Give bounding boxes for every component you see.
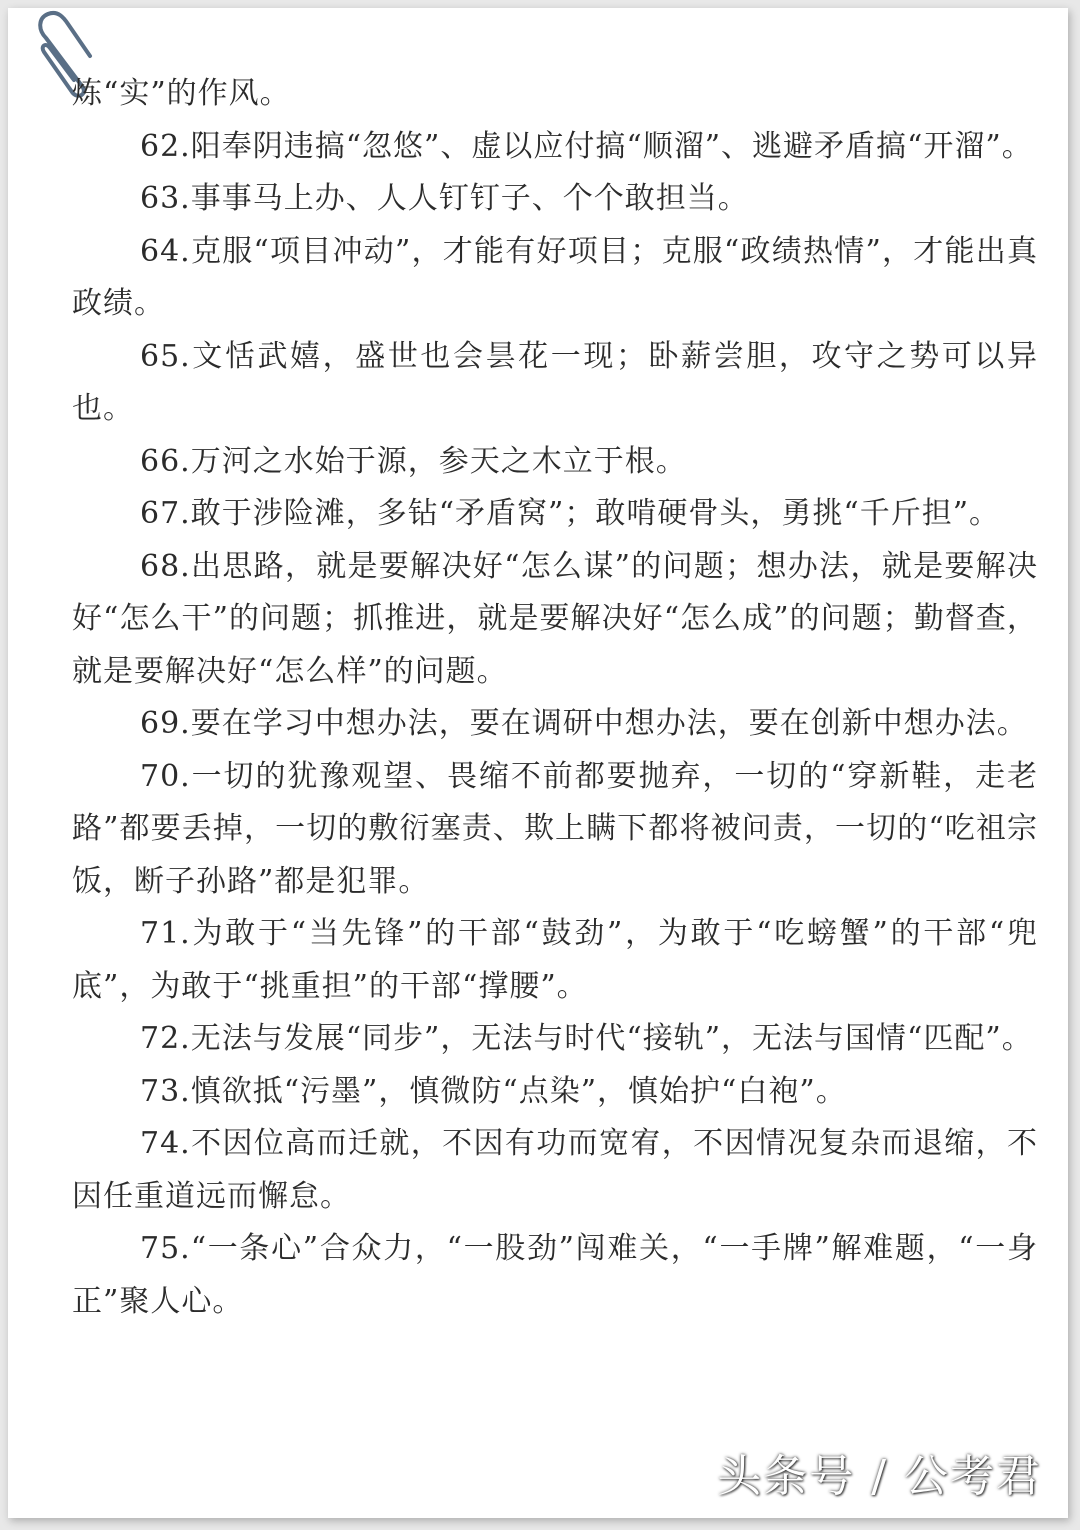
document-body <box>72 68 1038 1328</box>
paragraph-65: 65.文恬武嬉，盛世也会昙花一现；卧薪尝胆，攻守之势可以异也。 <box>72 338 1038 426</box>
paragraph-71: 71.为敢于“当先锋”的干部“鼓劲”，为敢于“吃螃蟹”的干部“兜底”，为敢于“挑重担”的干部“撑腰”。 <box>72 916 1038 1004</box>
paragraph-68: 68.出思路，就是要解决好“怎么谋”的问题；想办法，就是要解决好“怎么干”的问题；抓推进，就是要解决好“怎么成”的问题；勤督查，就是要解决好“怎么样”的问题。 <box>72 548 1038 689</box>
paragraph-64: 64.克服“项目冲动”，才能有好项目；克服“政绩热情”，才能出真政绩。 <box>72 233 1038 321</box>
paragraph-continuation: 炼“实”的作风。 <box>72 76 291 111</box>
paragraph-69: 69.要在学习中想办法，要在调研中想办法，要在创新中想办法。 <box>140 706 1028 741</box>
paragraph-67: 67.敢于涉险滩，多钻“矛盾窝”；敢啃硬骨头，勇挑“千斤担”。 <box>140 496 1001 531</box>
paragraph-74: 74.不因位高而迁就，不因有功而宽宥，不因情况复杂而退缩，不因任重道远而懈怠。 <box>72 1126 1038 1214</box>
paragraph-62: 62.阳奉阴违搞“忽悠”、虚以应付搞“顺溜”、逃避矛盾搞“开溜”。 <box>140 128 1033 164</box>
paragraph-70: 70.一切的犹豫观望、畏缩不前都要抛弃，一切的“穿新鞋，走老路”都要丢掉，一切的敷衍塞责、欺上瞒下都将被问责，一切的“吃祖宗饭，断子孙路”都是犯罪。 <box>72 758 1038 899</box>
paragraph-63: 63.事事马上办、人人钉钉子、个个敢担当。 <box>140 181 749 216</box>
paragraph-75: 75.“一条心”合众力，“一股劲”闯难关，“一手牌”解难题，“一身正”聚人心。 <box>72 1231 1038 1319</box>
paragraph-66: 66.万河之水始于源，参天之木立于根。 <box>140 443 687 479</box>
paragraph-73: 73.慎欲抵“污墨”，慎微防“点染”，慎始护“白袍”。 <box>140 1073 847 1109</box>
watermark-text: 头条号 / 公考君 <box>717 1451 1042 1502</box>
document-page <box>8 8 1068 1518</box>
paragraph-72: 72.无法与发展“同步”，无法与时代“接轨”，无法与国情“匹配”。 <box>140 1021 1033 1056</box>
